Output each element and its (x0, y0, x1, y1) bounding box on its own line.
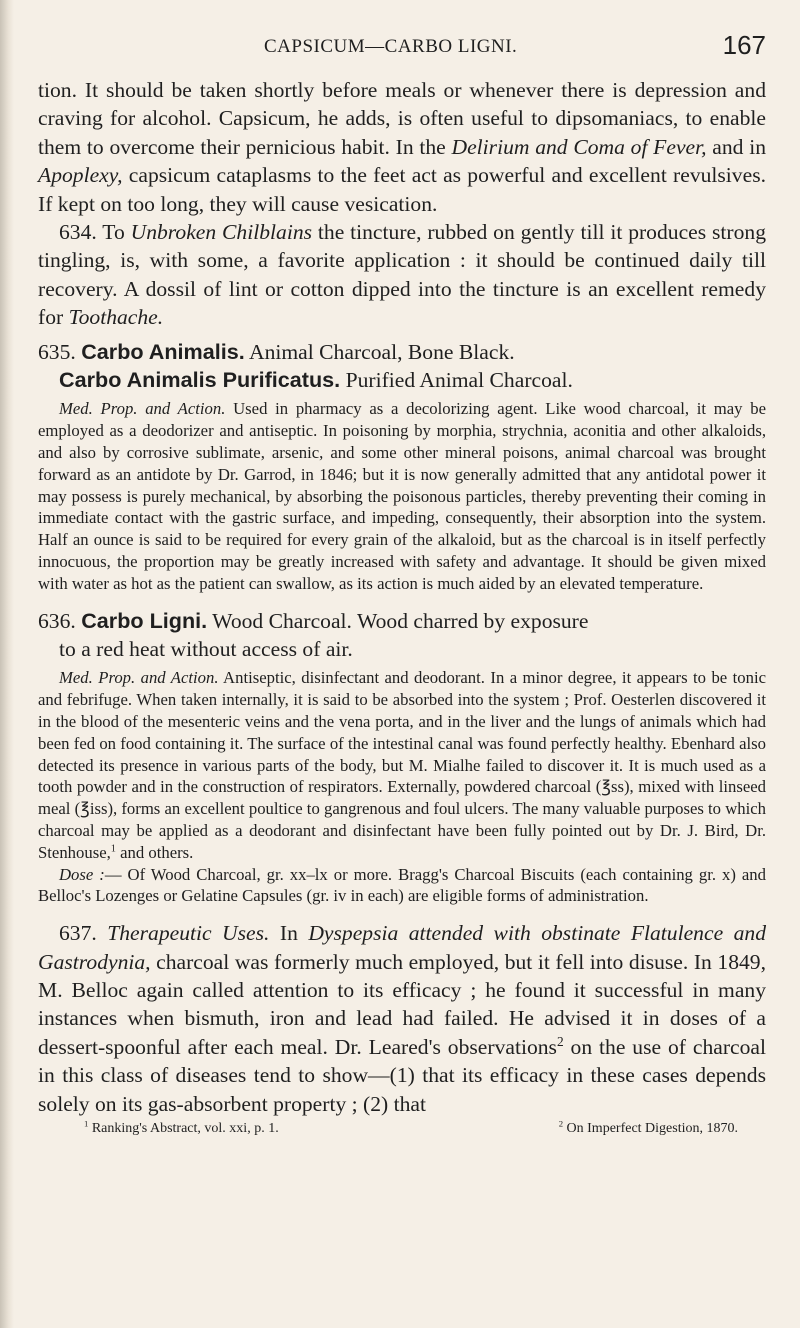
text-run: the tincture, rubbed on gently till it produces strong tingling, is, with some, a favorite application : it should be continued daily till recovery. A dossil of lint or cotton dipped into the tincture is an excellent remedy for (38, 220, 766, 330)
paragraph-number: 635. (38, 339, 82, 364)
page-number: 167 (722, 30, 766, 60)
paragraph-continuation (38, 76, 766, 218)
text-run: In (269, 921, 309, 946)
footnote-ref: 2 (556, 1033, 564, 1049)
paragraph-637 (38, 919, 766, 1118)
paragraph-dose (38, 864, 766, 908)
italic-term: Unbroken Chilblains (130, 220, 313, 245)
section-label: Dose : (59, 864, 105, 884)
text-run: tion. It should be taken shortly before meals or whenever there is depression and craving for alcohol. Capsicum, he adds, is often useful to dipsomaniacs, to enable them to overcome their pernicious habit. In the (38, 78, 766, 159)
italic-term: Apoplexy, (38, 163, 123, 188)
drug-name: Carbo Animalis Purificatus. (59, 367, 341, 393)
text-run: on the use of charcoal in this class of diseases tend to show—(1) that its efficacy in these cases depends solely on its gas-absorbent property ; (2) that (38, 1034, 766, 1116)
heading-line: to a red heat without access of air. (59, 637, 353, 662)
paragraph-number: 636. (38, 608, 82, 633)
footnotes (38, 1119, 766, 1139)
paragraph-number: 634. To (59, 220, 131, 245)
italic-term: Delirium and Coma of Fever, (451, 134, 707, 159)
heading-line (38, 340, 515, 364)
running-head (38, 30, 766, 76)
text-run: — Of Wood Charcoal, gr. xx–lx or more. Bragg's Charcoal Biscuits (each containing gr. x) and Belloc's Lozenges or Gelatine Capsules (gr. iv in each) are eligible forms of administration. (38, 864, 766, 906)
text-run: Wood Charcoal. Wood charred by exposure (207, 608, 589, 633)
footnote (84, 1119, 279, 1139)
text-run: charcoal was formerly much employed, but it fell into disuse. In 1849, M. Belloc again called attention to its efficacy ; he found it successful in many instances when bismuth, iron and lead had failed. He advised it in doses of a dessert-spoonful after each meal. Dr. Leared's observations (38, 949, 766, 1059)
text-run: Purified Animal Charcoal. (340, 368, 573, 393)
running-title: CAPSICUM—CARBO LIGNI. (264, 36, 518, 57)
heading-line (38, 609, 588, 633)
text-run: and in (706, 134, 766, 159)
footnote-mark: 2 (558, 1118, 564, 1129)
text-run: capsicum cataplasms to the feet act as powerful and excellent revulsives. If kept on too long, they will cause vesication. (38, 163, 766, 216)
footnote-text: On Imperfect Digestion, 1870. (563, 1121, 738, 1137)
italic-term: Dyspepsia attended with obstinate Flatulence and Gastrodynia, (38, 921, 766, 974)
footnote-text: Ranking's Abstract, vol. xxi, p. 1. (88, 1121, 279, 1137)
page-binding-shadow (0, 0, 14, 1328)
entry-heading-636 (38, 607, 766, 664)
footnote-mark: 1 (84, 1118, 89, 1129)
italic-term: Therapeutic Uses. (107, 921, 270, 946)
text-run: Antiseptic, disinfectant and deodorant. In a minor degree, it appears to be tonic and febrifuge. When taken internally, it is said to be absorbed into the system ; Prof. Oesterlen discovered it in the blood of the mesenteric veins and the vena porta, and in the liver and the lungs of animals which had been fed on food containing it. The surface of the intestinal canal was found perfectly healthy. Ebenhard also detected its presence in various parts of the body, but M. Mialhe failed to discover it. It is much used as a tooth powder and in the construction of respirators. Externally, powdered charcoal (℥ss), mixed with linseed meal (℥iss), forms an excellent poultice to gangrenous and foul ulcers. The many valuable purposes to which charcoal may be applied as a deodorant and disinfectant have been fully pointed out by Dr. J. Bird, Dr. Stenhouse, (38, 668, 766, 862)
paragraph-636-properties (38, 667, 766, 863)
text-run: and others. (115, 842, 194, 862)
drug-name: Carbo Animalis. (81, 338, 245, 364)
footnote (559, 1119, 738, 1139)
section-label: Med. Prop. and Action. (59, 399, 226, 419)
drug-name: Carbo Ligni. (81, 607, 208, 633)
italic-term: Toothache. (68, 305, 164, 330)
footnote-ref: 1 (110, 843, 116, 855)
paragraph-number: 637. (59, 921, 108, 946)
text-run: Animal Charcoal, Bone Black. (244, 339, 515, 364)
paragraph-634 (38, 218, 766, 332)
book-page (38, 30, 766, 1139)
paragraph-635-properties (38, 398, 766, 594)
heading-line (38, 366, 766, 394)
text-run: Used in pharmacy as a decolorizing agent. Like wood charcoal, it may be employed as a deodorizer and antiseptic. In poisoning by morphia, strychnia, aconitia and other alkaloids, and also by corrosive sublimate, arsenic, and some other mineral poisons, animal charcoal was brought forward as an antidote by Dr. Garrod, in 1846; but it is now generally admitted that any antidotal power it may possess is purely mechanical, by absorbing the poisonous particles, thereby preventing their coming in immediate contact with the gastric surface, and impeding, consequently, their absorption into the system. Half an ounce is said to be required for every grain of the alkaloid, but as the charcoal is in itself perfectly innocuous, the proportion may be greatly increased with safety and advantage. It should be given mixed with water as hot as the patient can swallow, as its action is much aided by an elevated temperature. (38, 399, 766, 593)
section-label: Med. Prop. and Action. (59, 668, 219, 688)
entry-heading-635 (38, 338, 766, 395)
